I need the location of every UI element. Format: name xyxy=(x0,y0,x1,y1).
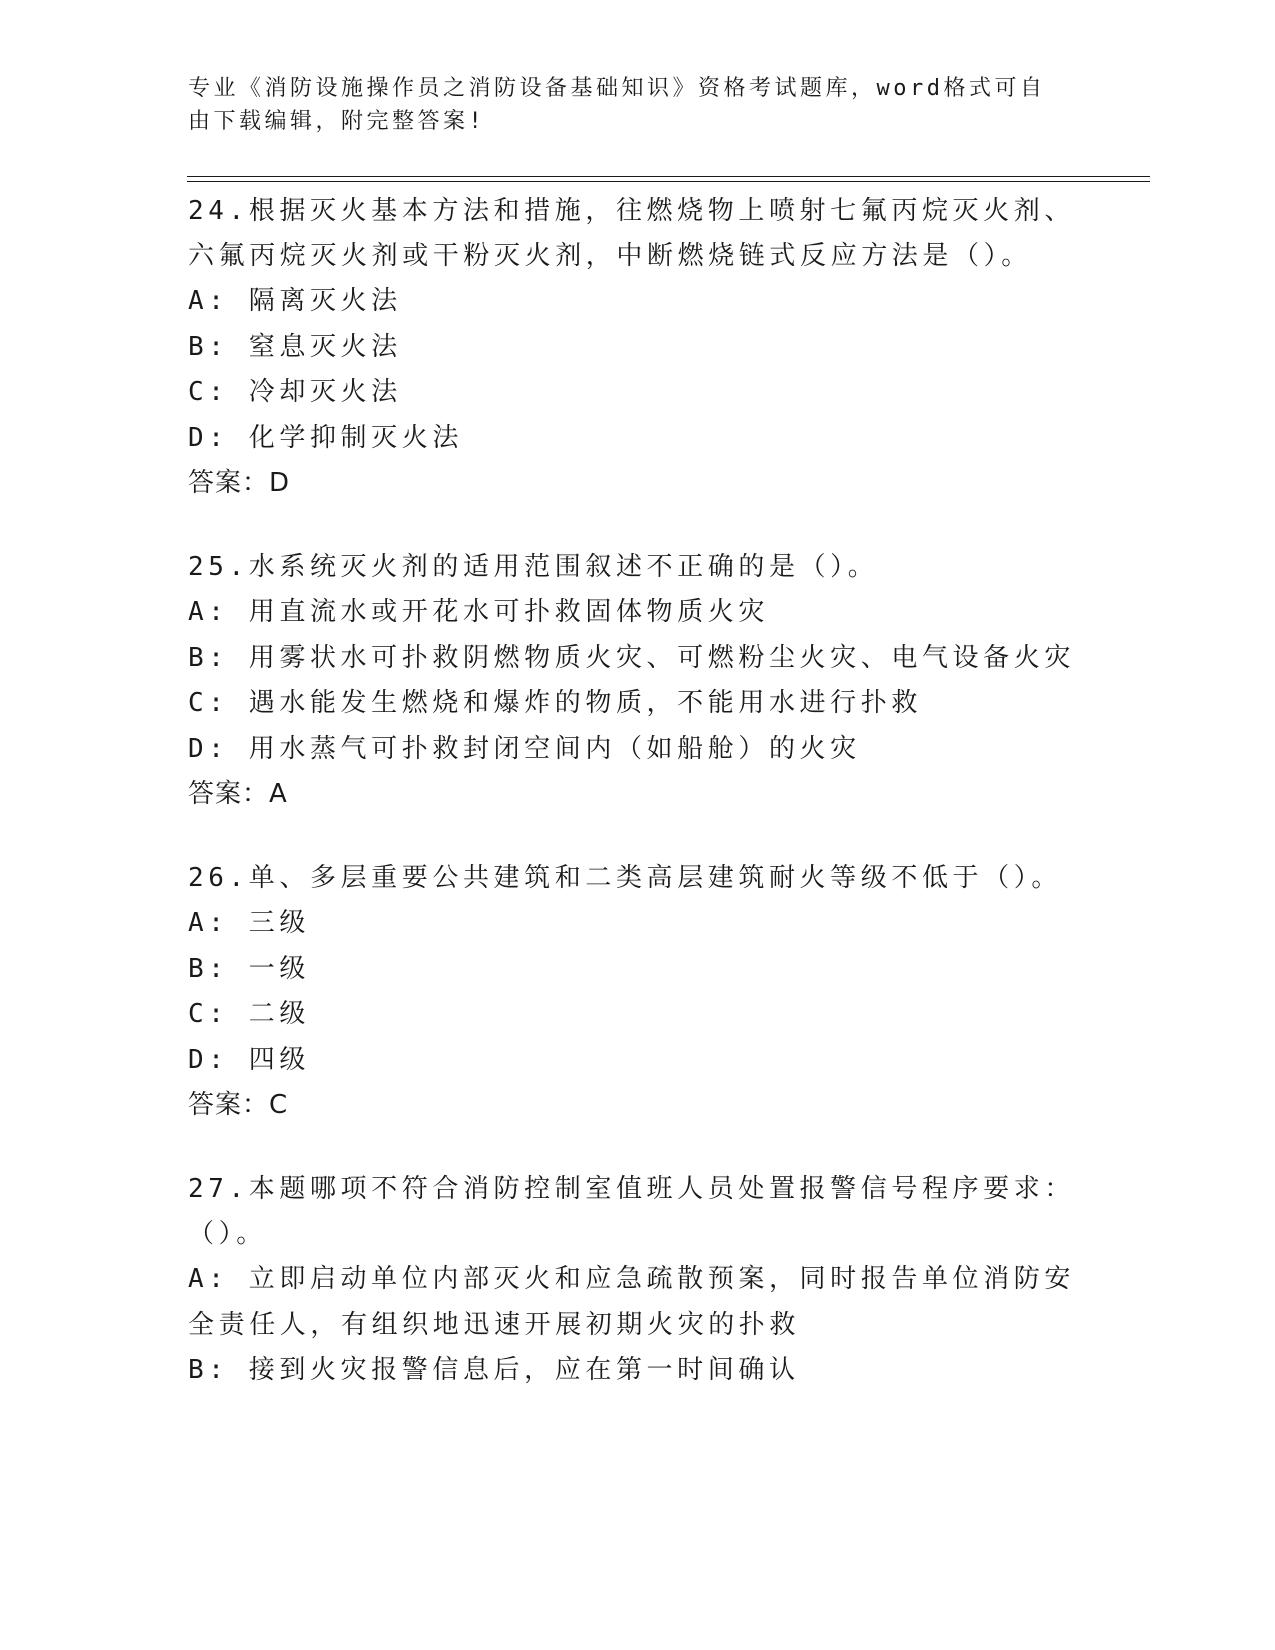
answer-label: 答案：D xyxy=(188,468,291,498)
question-26 xyxy=(188,856,1078,1128)
option-b: B: 一级 xyxy=(188,953,310,984)
option-d: D: 化学抑制灭火法 xyxy=(188,422,463,453)
document-header: 专业《消防设施操作员之消防设备基础知识》资格考试题库，word格式可自由下载编辑，附完整答案! xyxy=(188,76,1046,134)
option-d: D: 四级 xyxy=(188,1044,310,1075)
option-b: B: 窒息灭火法 xyxy=(188,331,402,362)
option-b: B: 接到火灾报警信息后，应在第一时间确认 xyxy=(188,1355,800,1385)
question-25 xyxy=(188,545,1078,817)
option-c: C: 冷却灭火法 xyxy=(188,377,402,407)
option-a: A: 隔离灭火法 xyxy=(188,286,402,316)
question-stem: 27.本题哪项不符合消防控制室值班人员处置报警信号程序要求：（）。 xyxy=(188,1174,1075,1249)
question-stem: 24.根据灭火基本方法和措施，往燃烧物上喷射七氟丙烷灭火剂、六氟丙烷灭火剂或干粉灭火剂，中断燃烧链式反应方法是（）。 xyxy=(188,196,1075,271)
option-a: A: 三级 xyxy=(188,908,310,938)
option-a: A: 用直流水或开花水可扑救固体物质火灾 xyxy=(188,597,769,627)
header-rule-bottom xyxy=(187,181,1150,182)
question-list xyxy=(188,189,1078,1433)
question-stem: 26.单、多层重要公共建筑和二类高层建筑耐火等级不低于（）。 xyxy=(188,863,1062,893)
question-24 xyxy=(188,189,1078,506)
option-c: C: 二级 xyxy=(188,999,310,1029)
header-rule-top xyxy=(187,176,1150,177)
option-b: B: 用雾状水可扑救阴燃物质火灾、可燃粉尘火灾、电气设备火灾 xyxy=(188,642,1075,673)
option-c: C: 遇水能发生燃烧和爆炸的物质，不能用水进行扑救 xyxy=(188,688,922,718)
option-d: D: 用水蒸气可扑救封闭空间内（如船舱）的火灾 xyxy=(188,733,861,764)
answer-label: 答案：C xyxy=(188,1090,289,1120)
question-27 xyxy=(188,1167,1078,1394)
answer-label: 答案：A xyxy=(188,779,288,809)
question-stem: 25.水系统灭火剂的适用范围叙述不正确的是（）。 xyxy=(188,552,879,582)
option-a: A: 立即启动单位内部灭火和应急疏散预案，同时报告单位消防安全责任人，有组织地迅速开展初期火灾的扑救 xyxy=(188,1264,1075,1340)
